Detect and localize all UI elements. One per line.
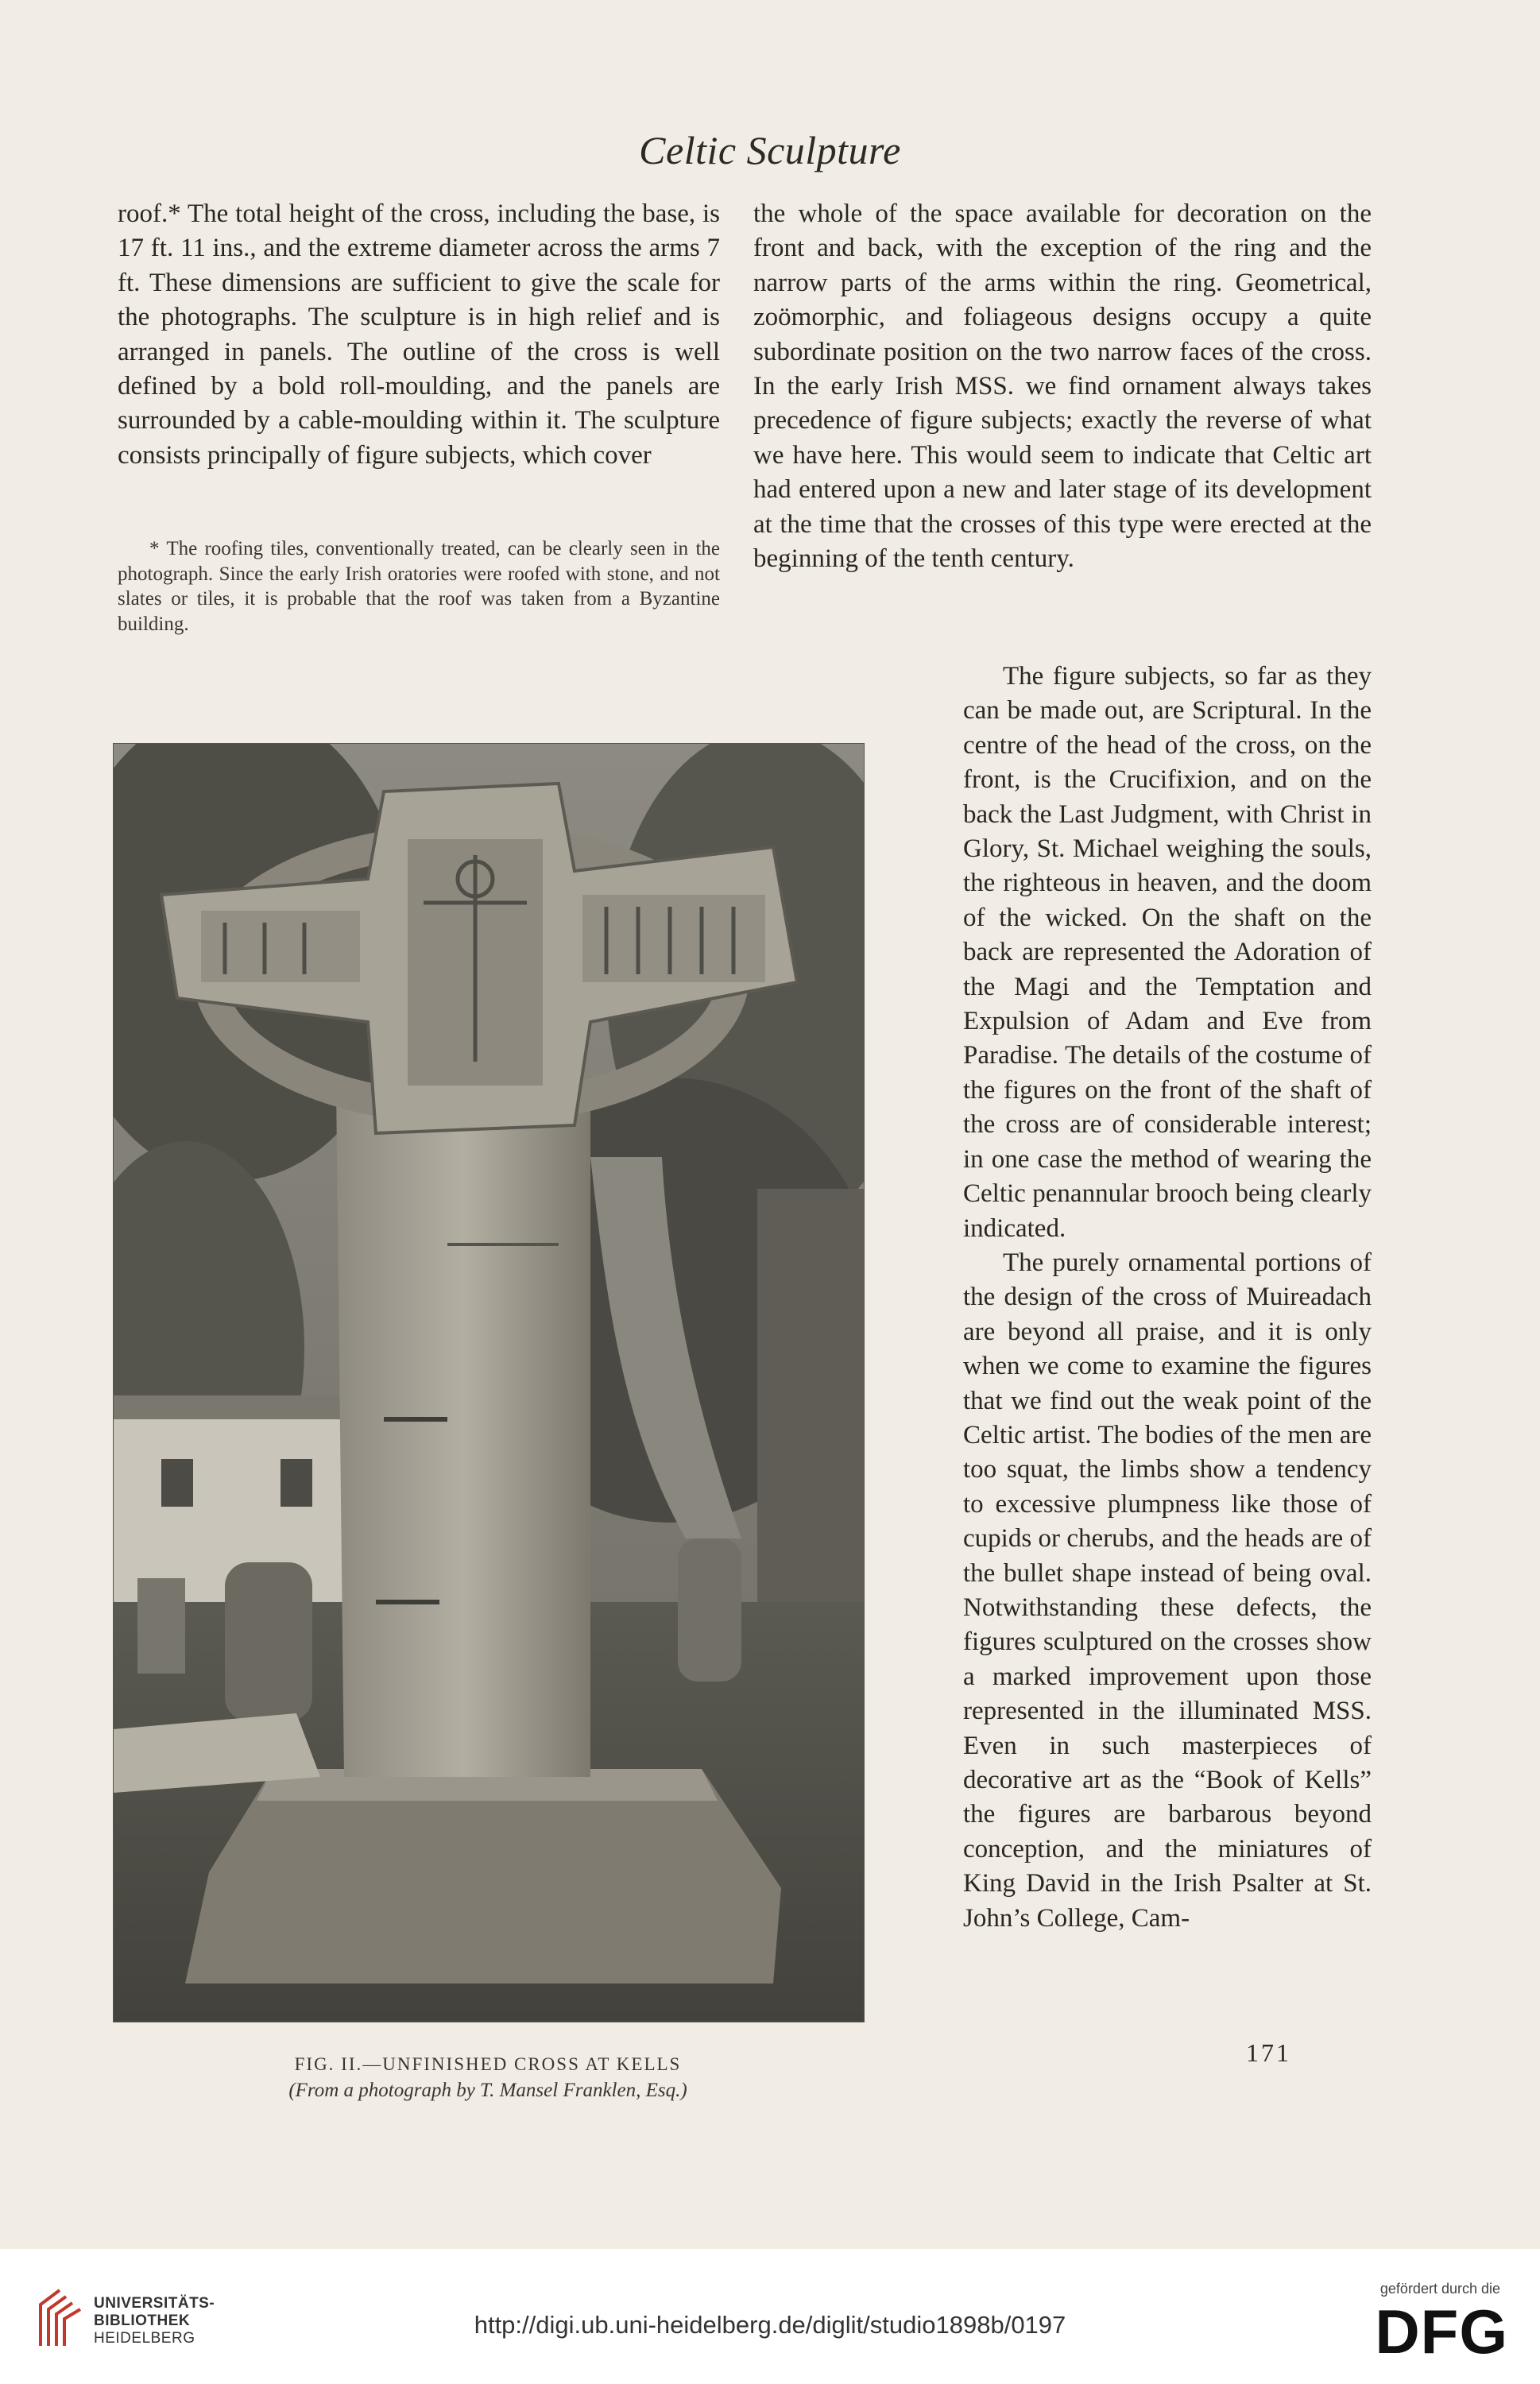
figure-caption xyxy=(113,2054,863,2102)
left-paragraph: roof.* The total height of the cross, including the base, is 17 ft. 11 ins., and the extreme diameter across the arms 7 ft. These dimensions are sufficient to give the scale for the photographs. The sculpture is in high relief and is arranged in panels. The outline of the cross is well defined by a bold roll-moulding, and the panels are surrounded by a cable-moulding within it. The sculpture consists principally of figure subjects, which cover xyxy=(118,199,720,470)
page-number: 171 xyxy=(1246,2038,1291,2067)
right-paragraph-3: The purely ornamental portions of the design of the cross of Muireadach are beyond all praise, and it is only when we come to examine the figures that we find out the weak point of the Celtic artist. The bodies of the men are too squat, the limbs show a tendency to excessive plumpness like those of cupids or cherubs, and the heads are of the bullet shape instead of being oval. Notwithstanding these defects, the figures sculptured on the crosses show a marked improvement upon those represented in the illuminated MSS. Even in such masterpieces of decorative art as the “Book of Kells” the figures are barbarous beyond conception, and the miniatures of King David in the Irish Psalter at St. John’s College, Cam- xyxy=(963,1248,1372,1933)
footnote-text: * The roofing tiles, conventionally treated, can be clearly seen in the photograph. Since the early Irish oratories were roofed with stone, and not slates or tiles, it is probable that the roof was taken from a Byzantine building. xyxy=(118,538,720,635)
library-name-line2: BIBLIOTHEK xyxy=(94,2312,191,2329)
funding-label: gefördert durch die xyxy=(1379,2281,1500,2297)
right-column-narrow-text xyxy=(963,660,1372,1936)
library-footer xyxy=(0,2249,1540,2384)
footnote xyxy=(118,536,720,637)
running-title: Celtic Sculpture xyxy=(639,128,901,172)
caption-title: FIG. II.—UNFINISHED CROSS AT KELLS xyxy=(294,2054,682,2074)
right-paragraph-2: The figure subjects, so far as they can be made out, are Scriptural. In the centre of the head of the cross, on the front, is the Crucifixion, and on the back the Last Judgment, with Christ in Glory, St. Michael weighing the souls, the righteous in heaven, and the doom of the wicked. On the shaft on the back are represented the Adoration of the Magi and the Temptation and Expulsion of Adam and Eve from Paradise. The details of the costume of the figures on the front of the shaft of the cross are of considerable interest; in one case the method of wearing the Celtic penannular brooch being clearly indicated. xyxy=(963,662,1372,1243)
cross-photograph xyxy=(113,743,865,2022)
dfg-logo: DFG xyxy=(1375,2297,1508,2367)
right-paragraph-1: the whole of the space available for decoration on the front and back, with the exception of the ring and the narrow parts of the arms within the ring. Geometrical, zoömorphic, and foliageous designs occupy a quite subordinate position on the two narrow faces of the cross. In the early Irish MSS. we find ornament always takes precedence of figure subjects; exactly the reverse of what we have here. This would seem to indicate that Celtic art had entered upon a new and later stage of its development at the time that the crosses of this type were erected at the beginning of the tenth century. xyxy=(753,199,1372,574)
left-column-text xyxy=(118,197,720,473)
right-column-text xyxy=(753,197,1372,576)
library-name-line1: UNIVERSITÄTS- xyxy=(94,2295,215,2312)
caption-credit: (From a photograph by T. Mansel Franklen, Esq.) xyxy=(288,2080,687,2101)
permalink-url[interactable]: http://digi.ub.uni-heidelberg.de/diglit/studio1898b/0197 xyxy=(474,2311,1066,2339)
library-name-line3: HEIDELBERG xyxy=(94,2330,195,2347)
